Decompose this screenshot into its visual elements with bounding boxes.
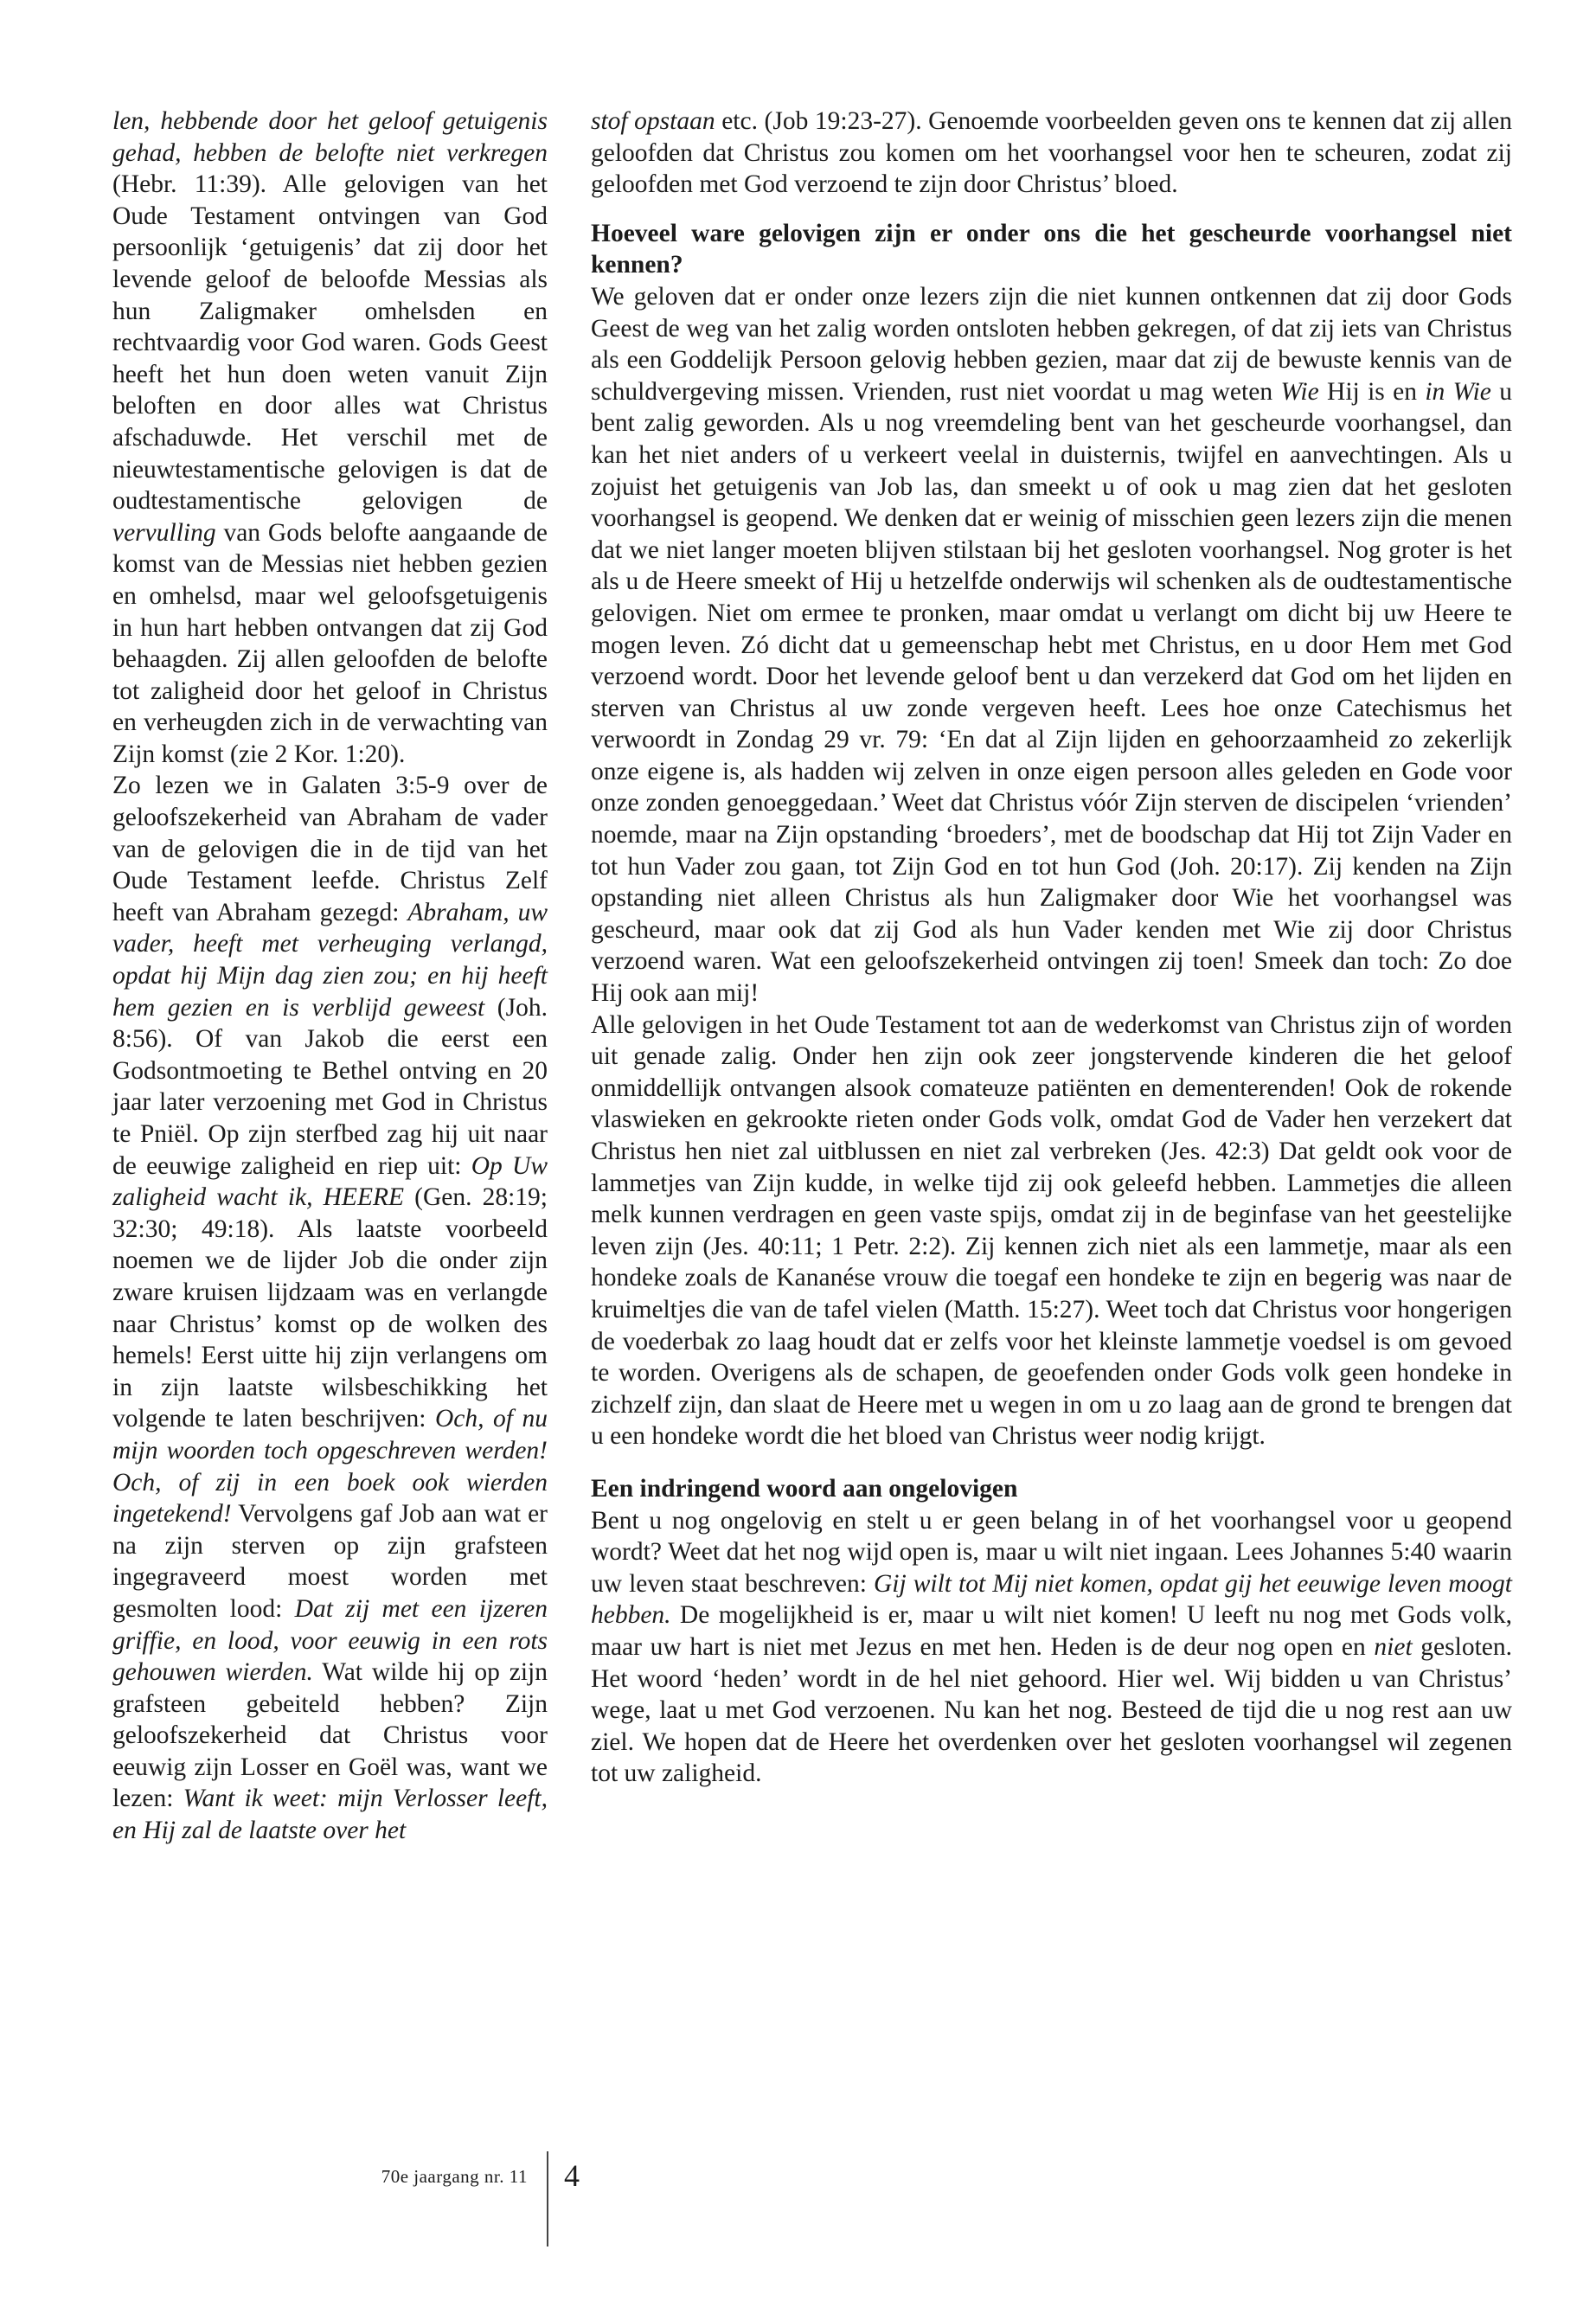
paragraph: [112, 106, 548, 770]
text-run: gesloten. Het woord ‘heden’ wordt in de hel niet gehoord. Hier wel. Wij bidden u van Christus’ wege, laat u met God verzoenen. Nu kan het nog. Besteed de tijd die u nog rest aan uw ziel. We hopen dat de Heere het overdenken over het gesloten voorhangsel wil zegenen tot uw zaligheid.: [591, 1632, 1512, 1788]
left-column: [112, 106, 548, 1847]
text-run: Zo lezen we in Galaten 3:5-9 over de geloofszekerheid van Abraham de vader van de gelovigen die in de tijd van het Oude Testament leefde. Christus Zelf heeft van Abraham gezegd:: [112, 772, 548, 926]
italic-text: Wie: [1280, 377, 1319, 406]
italic-text: Dat zij met een ijzeren griffie, en lood, voor eeuwig in een rots gehouwen wierden.: [112, 1594, 548, 1687]
text-run: (Joh. 8:56). Of van Jakob die eerst een Godsontmoeting te Bethel ontving en 20 jaar later verzoening met God in Christus te Pniël. Op zijn sterfbed zag hij uit naar de eeuwige zaligheid en riep uit:: [112, 993, 548, 1180]
italic-text: niet: [1374, 1632, 1413, 1661]
text-run: Wat wilde hij op zijn grafsteen gebeiteld hebben? Zijn geloofszekerheid dat Christus voor eeuwig zijn Losser en Goël was, want we lezen:: [112, 1658, 548, 1813]
italic-text: in Wie: [1425, 377, 1491, 406]
italic-text: Abraham, uw vader, heeft met verheuging verlangd, opdat hij Mijn dag zien zou; en hij heeft hem gezien en is verblijd geweest: [112, 898, 548, 1022]
page-number: 4: [564, 2158, 580, 2193]
footer-divider: [547, 2151, 548, 2247]
paragraph: [112, 770, 548, 1846]
italic-text: stof opstaan: [591, 107, 715, 135]
section-heading: Hoeveel ware gelovigen zijn er onder ons die het gescheurde voorhangsel niet kennen?: [591, 219, 1512, 279]
italic-text: Och, of nu mijn woorden toch opgeschreven werden! Och, of zij in een boek ook wierden ingetekend!: [112, 1405, 548, 1529]
text-run: Hij is en: [1318, 377, 1426, 406]
text-run: etc. (Job 19:23-27). Genoemde voorbeelden geven ons te kennen dat zij allen geloofden dat Christus zou komen om het voorhangsel voor hen te scheuren, zodat zij geloofden met God verzoend te zijn door Christus’ bloed.: [591, 107, 1512, 199]
right-column: [591, 106, 1512, 1790]
italic-text: vervulling: [112, 518, 216, 547]
text-run: (Gen. 28:19; 32:30; 49:18). Als laatste voorbeeld noemen we de lijder Job die onder zijn zware kruisen lijdzaam was en verlangde naar Christus’ komst op de wolken des hemels! Eerst uitte hij zijn verlangens om in zijn laatste wilsbeschikking het volgende te laten beschrijven:: [112, 1183, 548, 1433]
text-run: We geloven dat er onder onze lezers zijn die niet kunnen ontkennen dat zij door Gods Geest de weg van het zalig worden ontsloten hebben gekregen, of dat zij iets van Christus als een Goddelijk Persoon gelovig hebben gezien, maar dat zij de bewuste kennis van de schuldvergeving missen. Vrienden, rust niet voordat u mag weten: [591, 282, 1512, 406]
paragraph: [591, 281, 1512, 1009]
italic-text: Gij wilt tot Mij niet komen, opdat gij het eeuwige leven moogt hebben.: [591, 1569, 1512, 1630]
text-run: u bent zalig geworden. Als u nog vreemdeling bent van het gescheurde voorhangsel, dan kan het niet anders of u verkeert veelal in duisternis, twijfel en aanvechtingen. Als u zojuist het getuigenis van Job las, dan smeekt u of ook u mag zien dat het gesloten voorhangsel is geopend. We denken dat er weinig of misschien geen lezers zijn die menen dat we niet langer moeten blijven stilstaan bij het gesloten voorhangsel. Nog groter is het als u de Heere smeekt of Hij u hetzelfde onderwijs wil schenken als de oudtestamentische gelovigen. Niet om ermee te pronken, maar omdat u verlangt om dicht bij uw Heere te mogen leven. Zó dicht dat u gemeenschap hebt met Christus, en u door Hem met God verzoend wordt. Door het levende geloof bent u dan verzekerd dat God om het lijden en sterven van Christus al uw zonde vergeven heeft. Lees hoe onze Catechismus het verwoordt in Zondag 29 vr. 79: ‘En dat al Zijn lijden en gehoorzaamheid zo zekerlijk onze eigene is, als hadden wij zelven in onze eigen persoon alles geleden en Gode voor onze zonden genoeggedaan.’ Weet dat Christus vóór Zijn sterven de discipelen ‘vrienden’ noemde, maar na Zijn opstanding ‘broeders’, met de boodschap dat Hij tot Zijn Vader en tot hun Vader zou gaan, tot Zijn God en tot hun God (Joh. 20:17). Zij kenden na Zijn opstanding niet alleen Christus als hun Zaligmaker door Wie het voorhangsel was gescheurd, maar ook dat zij God als hun Vader kenden met Wie zij door Christus verzoend waren. Wat een geloofszekerheid ontvingen zij toen! Smeek dan toch: Zo doe Hij ook aan mij!: [591, 377, 1513, 1008]
italic-text: Op Uw zaligheid wacht ik, HEERE: [112, 1151, 548, 1212]
paragraph: [591, 1505, 1512, 1790]
paragraph: [591, 106, 1512, 201]
italic-text: len, hebbende door het geloof getuigenis gehad, hebben de belofte niet verkregen: [112, 107, 548, 167]
text-run: Bent u nog ongelovig en stelt u er geen belang in of het voorhangsel voor u geopend wordt? Weet dat het nog wijd open is, maar u wilt niet ingaan. Lees Johannes 5:40 waarin uw leven staat beschreven:: [591, 1506, 1512, 1598]
text-run: van Gods belofte aangaande de komst van de Messias niet hebben gezien en omhelsd, maar wel geloofsgetuigenis in hun hart hebben ontvangen dat zij God behaagden. Zij allen geloofden de belofte tot zaligheid door het geloof in Christus en verheugden zich in de verwachting van Zijn komst (zie 2 Kor. 1:20).: [112, 518, 548, 768]
text-run: Alle gelovigen in het Oude Testament tot aan de wederkomst van Christus zijn of worden uit genade zalig. Onder hen zijn ook zeer jongstervende kinderen die het geloof onmiddellijk ontvangen alsook comateuze patiënten en dementerenden! Ook de rokende vlaswieken en gekrookte rieten onder Gods volk, omdat God de Vader hen verzekert dat Christus hen niet zal uitblussen en niet zal verbreken (Jes. 42:3) Dat geldt ook voor de lammetjes van Zijn kudde, in welke tijd zij ook geleefd hebben. Lammetjes die alleen melk kunnen verdragen en geen vaste spijs, omdat zij in de beginfase van het geestelijke leven zijn (Jes. 40:11; 1 Petr. 2:2). Zij kennen zich niet als een lammetje, maar als een hondeke zoals de Kananése vrouw die toegaf een hondeke te zijn en begerig was naar de kruimeltjes die van de tafel vielen (Matth. 15:27). Weet toch dat Christus voor hongerigen de voederbak zo laag houdt dat er zelfs voor het kleinste lammetje voedsel is om gevoed te worden. Overigens als de schapen, de geoefenden onder Gods volk geen hondeke in zichzelf zijn, dan slaat de Heere met u wegen in om u zo laag aan de grond te brengen dat u een hondeke wordt die het bloed van Christus weer nodig krijgt.: [591, 1010, 1512, 1451]
paragraph: [591, 1009, 1512, 1452]
text-run: Vervolgens gaf Job aan wat er na zijn sterven op zijn grafsteen ingegraveerd moest worden met gesmolten lood:: [112, 1500, 548, 1623]
text-run: (Hebr. 11:39). Alle gelovigen van het Oude Testament ontvingen van God persoonlijk ‘getuigenis’ dat zij door het levende geloof de beloofde Messias als hun Zaligmaker omhelsden en rechtvaardig voor God waren. Gods Geest heeft het hun doen weten vanuit Zijn beloften en door alles wat Christus afschaduwde. Het verschil met de nieuwtestamentische gelovigen is dat de oudtestamentische gelovigen de: [112, 170, 548, 516]
italic-text: Want ik weet: mijn Verlosser leeft, en Hij zal de laatste over het: [112, 1785, 548, 1845]
issue-label: 70e jaargang nr. 11: [381, 2166, 528, 2187]
text-run: De mogelijkheid is er, maar u wilt niet komen! U leeft nu nog met Gods volk, maar uw hart is niet met Jezus en met hen. Heden is de deur nog open en: [591, 1601, 1512, 1661]
section-heading: Een indringend woord aan ongelovigen: [591, 1474, 1018, 1503]
